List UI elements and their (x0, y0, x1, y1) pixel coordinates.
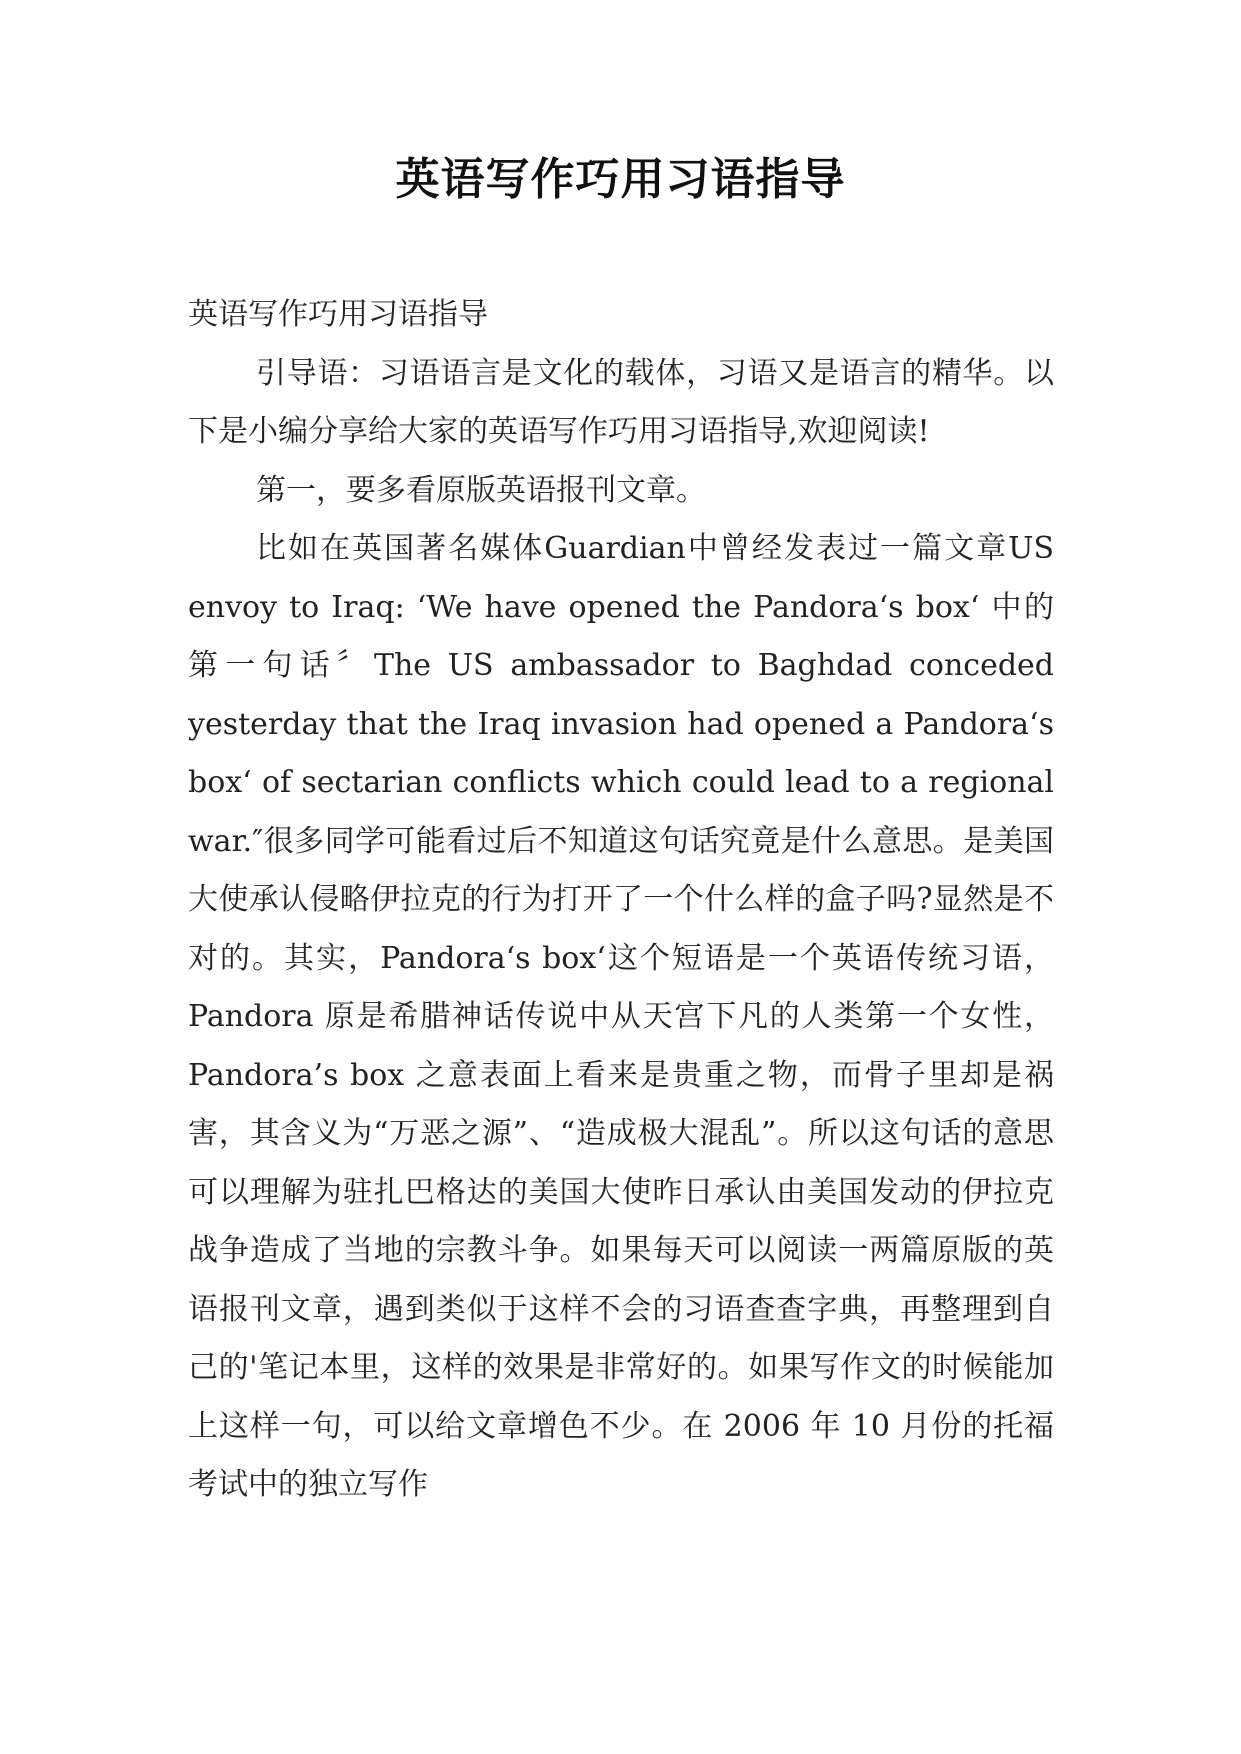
paragraph-intro: 引导语：习语语言是文化的载体，习语又是语言的精华。以下是小编分享给大家的英语写作巧用习语指导,欢迎阅读! (188, 355, 1054, 449)
paragraph-point-one: 第一，要多看原版英语报刊文章。 (256, 472, 706, 508)
document-body (188, 286, 1054, 1515)
paragraph-heading: 英语写作巧用习语指导 (188, 297, 488, 332)
paragraph-example: 比如在英国著名媒体Guardian中曾经发表过一篇文章US envoy to Iraq: ‘We have opened the Pandora‘s box‘ 中的第一句话〞The US ambassador to Baghdad conceded yesterday that the Iraq invasion had opened a Pandora‘s box‘ of sectarian conflicts which could lead to a regional war.″很多同学可能看过后不知道这句话究竟是什么意思。是美国大使承认侵略伊拉克的行为打开了一个什么样的盒子吗?显然是不对的。其实，Pandora‘s box‘这个短语是一个英语传统习语，Pandora 原是希腊神话传说中从天宫下凡的人类第一个女性，Pandora’s box 之意表面上看来是贵重之物，而骨子里却是祸害，其含义为“万恶之源”、“造成极大混乱”。所以这句话的意思可以理解为驻扎巴格达的美国大使昨日承认由美国发动的伊拉克战争造成了当地的宗教斗争。如果每天可以阅读一两篇原版的英语报刊文章，遇到类似于这样不会的习语查查字典，再整理到自己的'笔记本里，这样的效果是非常好的。如果写作文的时候能加上这样一句，可以给文章增色不少。在 2006 年 10 月份的托福考试中的独立写作 (188, 531, 1054, 1502)
document-title: 英语写作巧用习语指导 (395, 154, 846, 205)
